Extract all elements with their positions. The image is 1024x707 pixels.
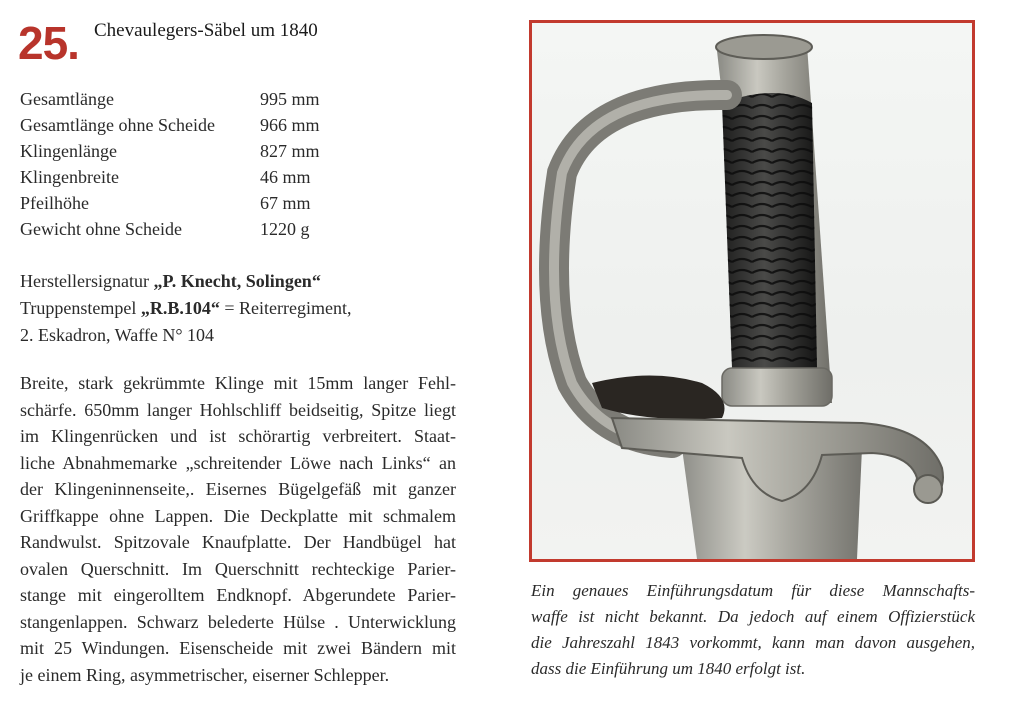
caption-line: waffe ist nicht bekannt. Da jedoch auf einem Offizierstück (531, 607, 975, 626)
description-line: je einem Ring, asymmetrischer, eiserner Schlepper. (20, 664, 390, 685)
quillon-knob (914, 475, 942, 503)
caption-line: die Jahreszahl 1843 vorkommt, kann man davon ausgehen, (531, 633, 975, 652)
spec-row (20, 164, 380, 190)
spec-label: Klingenlänge (20, 141, 117, 161)
saber-illustration (532, 23, 972, 559)
spec-value: 46 mm (260, 167, 311, 187)
caption-line: Ein genaues Einführungsdatum für diese Mannschafts- (531, 581, 975, 600)
description-line: mit 25 Windungen. Eisenscheide mit zwei Bändern mit (20, 638, 456, 658)
spec-label: Gesamtlänge (20, 89, 114, 109)
troop-stamp-suffix: = Reiterregiment, (219, 298, 352, 318)
photo-caption (531, 578, 975, 682)
ferrule (722, 368, 832, 406)
caption-line: dass die Einführung um 1840 erfolgt ist. (531, 659, 806, 678)
squadron-line: 2. Eskadron, Waffe N° 104 (20, 325, 215, 345)
description (20, 370, 456, 688)
maker-signature-line (20, 268, 460, 295)
pommel-plate (716, 35, 812, 59)
grip-winding (722, 93, 817, 376)
crossguard (612, 418, 943, 501)
description-line: im Klingenrücken und ist schörartig verbreitert. Staat- (20, 426, 456, 446)
spec-row (20, 190, 380, 216)
spec-value: 67 mm (260, 193, 311, 213)
spec-value: 1220 g (260, 219, 310, 239)
specs-table (20, 86, 380, 242)
maker-signature-prefix: Herstellersignatur (20, 271, 154, 291)
spec-value: 827 mm (260, 141, 320, 161)
description-line: liche Abnahmemarke „schreitender Löwe nach Links“ an (20, 452, 456, 473)
troop-stamp-prefix: Truppenstempel (20, 298, 141, 318)
spec-label: Pfeilhöhe (20, 193, 89, 213)
item-number: 25. (18, 17, 79, 69)
saber-photo (529, 20, 975, 562)
spec-row (20, 86, 380, 112)
spec-label: Gesamtlänge ohne Scheide (20, 115, 215, 135)
spec-value: 995 mm (260, 89, 320, 109)
maker-signature: „P. Knecht, Solingen“ (153, 271, 321, 291)
description-line: stange mit eingerolltem Endknopf. Abgerundete Parier- (20, 585, 456, 605)
spec-value: 966 mm (260, 115, 320, 135)
spec-label: Klingenbreite (20, 167, 119, 187)
item-title: Chevaulegers-Säbel um 1840 (94, 20, 318, 41)
description-line: schärfe. 650mm langer Hohlschliff beidseitig, Spitze liegt (20, 399, 456, 420)
spec-row (20, 112, 380, 138)
spec-row (20, 216, 380, 242)
description-line: der Klingeninnenseite,. Eisernes Bügelgefäß mit ganzer (20, 479, 456, 499)
description-line: ovalen Querschnitt. Im Querschnitt rechteckige Parier- (20, 558, 456, 579)
troop-stamp: „R.B.104“ (140, 298, 220, 318)
maker-info (20, 268, 460, 349)
spec-row (20, 138, 380, 164)
description-line: Breite, stark gekrümmte Klinge mit 15mm langer Fehl- (20, 373, 456, 393)
description-line: Randwulst. Spitzovale Knaufplatte. Der Handbügel hat (20, 532, 456, 552)
spec-label: Gewicht ohne Scheide (20, 219, 182, 239)
troop-stamp-line (20, 295, 460, 322)
description-line: Griffkappe ohne Lappen. Die Deckplatte mit schmalem (20, 505, 456, 526)
description-line: stangenlappen. Schwarz belederte Hülse . Unterwicklung (20, 611, 456, 632)
